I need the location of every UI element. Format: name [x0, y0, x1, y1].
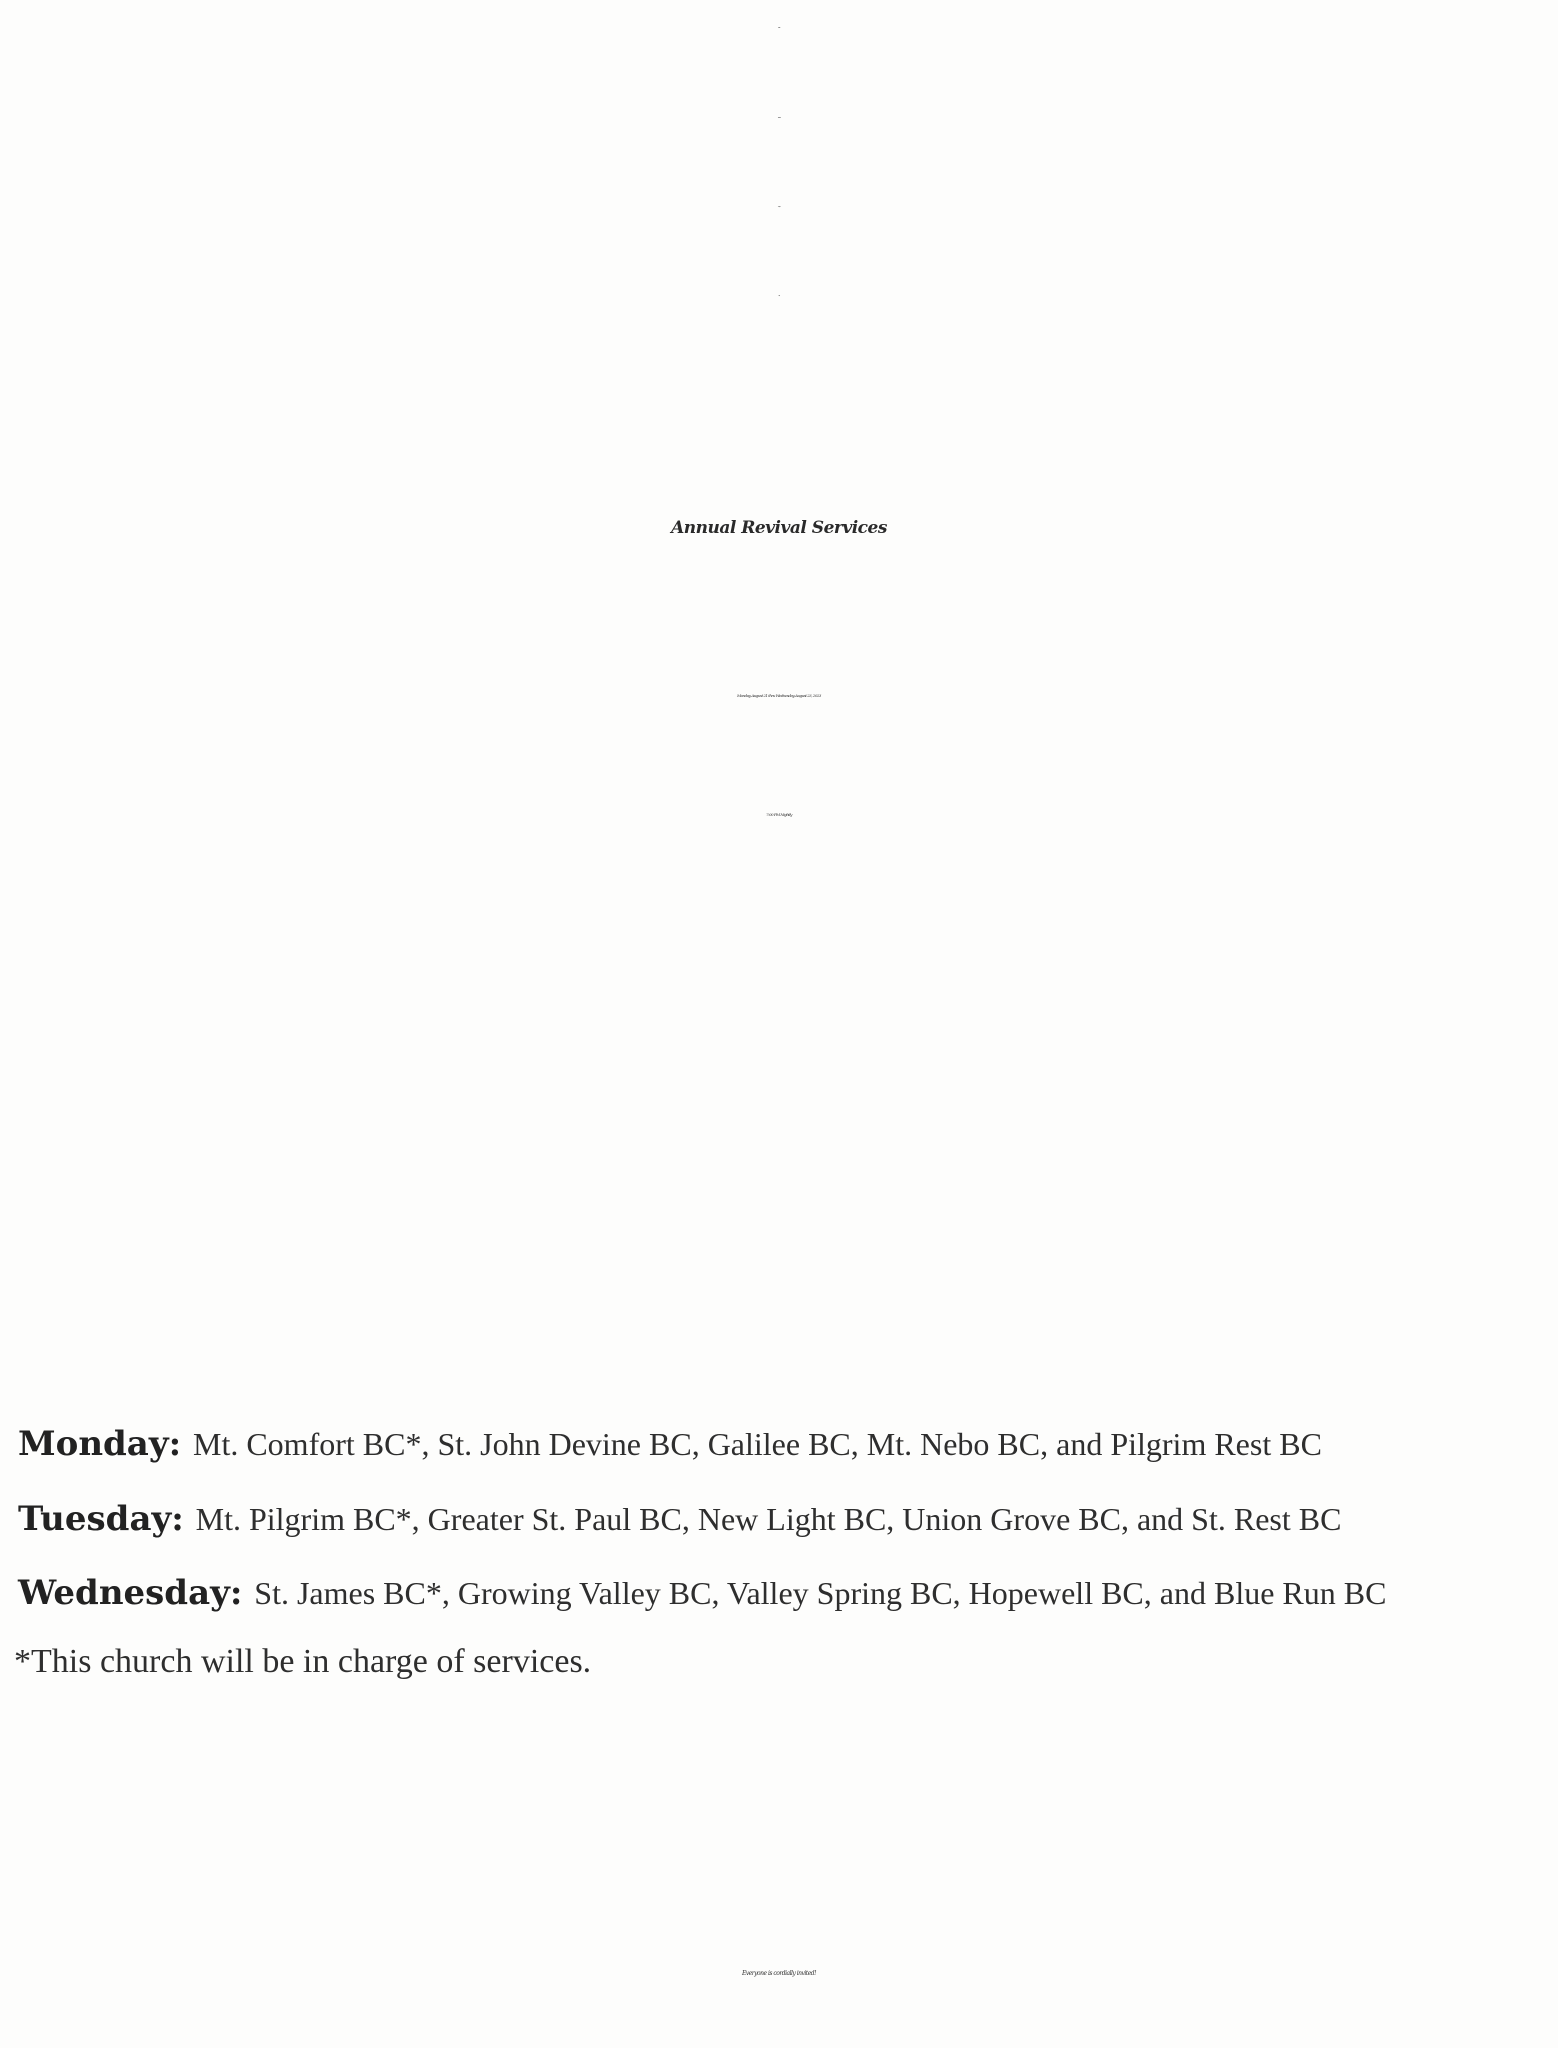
- guest-churches: Mt. Comfort BC*, St. John Devine BC, Galilee BC, Mt. Nebo BC, and Pilgrim Rest BC: [192, 1426, 1322, 1462]
- church-address: 1978 Hwy 531, Minden, LA 71055: [777, 207, 781, 208]
- day-label: Wednesday:: [18, 1573, 255, 1613]
- closing-invitation: Everyone is cordially invited!: [741, 1970, 817, 1977]
- day-label: Tuesday:: [18, 1499, 196, 1539]
- church-name: Pleasant Grove Missionary Baptist Church: [778, 28, 780, 29]
- event-dates: Monday, August 21 thru Wednesday, August 23, 2023: [737, 693, 821, 698]
- event-time: 7:00 PM Nightly: [766, 812, 792, 817]
- guest-row-wednesday: [18, 1573, 1548, 1613]
- guest-churches: Mt. Pilgrim BC*, Greater St. Paul BC, New Light BC, Union Grove BC, and St. Rest BC: [195, 1501, 1342, 1537]
- guest-row-tuesday: [18, 1499, 1548, 1539]
- event-title: Annual Revival Services: [671, 518, 887, 538]
- church-motto: “A Growing Church For A Coming Christ”: [777, 118, 781, 119]
- guest-footnote: *This church will be in charge of services.: [14, 1643, 592, 1680]
- guest-churches: St. James BC*, Growing Valley BC, Valley Spring BC, Hopewell BC, and Blue Run BC: [254, 1575, 1387, 1611]
- day-label: Monday:: [18, 1424, 193, 1464]
- guest-row-monday: [18, 1424, 1548, 1464]
- pastor-name: Terry Combs, Pastor: [778, 296, 780, 297]
